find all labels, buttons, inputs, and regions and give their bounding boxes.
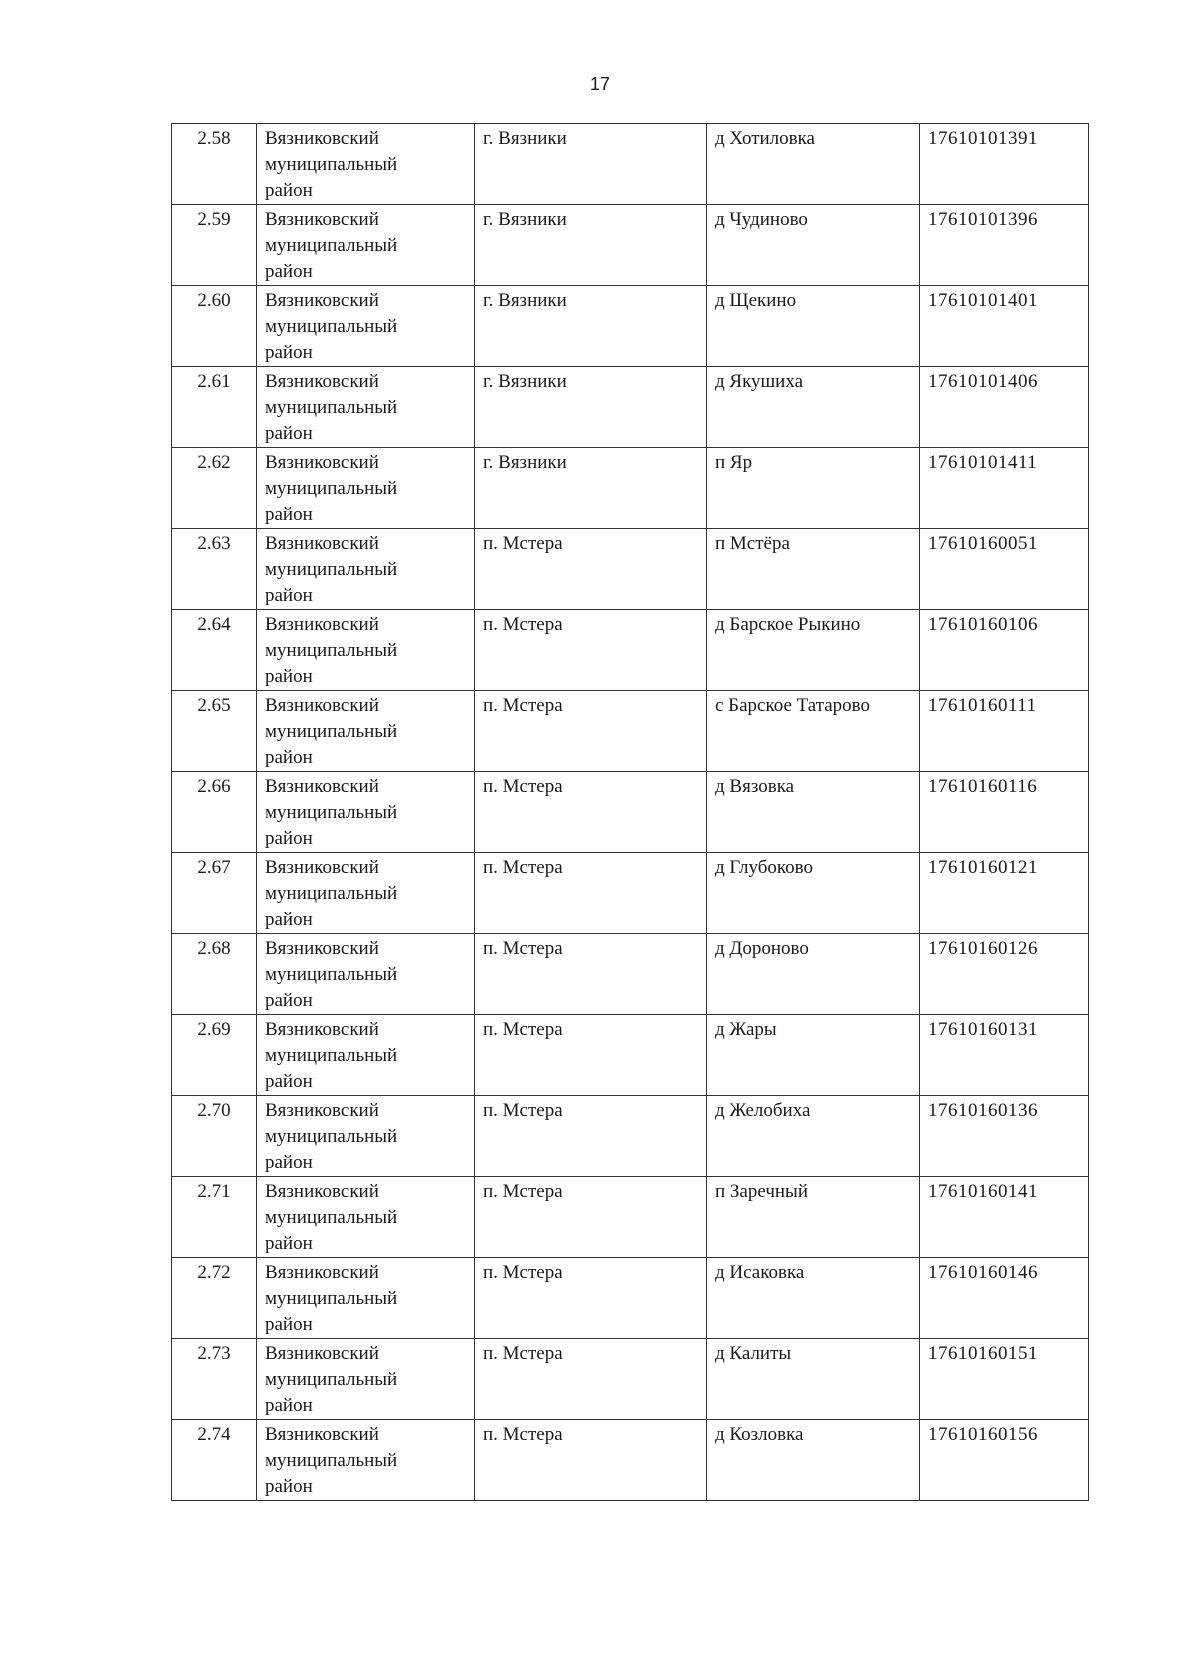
table-row <box>172 124 1089 205</box>
district-text: Вязниковский муниципальный район <box>265 1262 398 1335</box>
row-number-cell <box>172 367 257 448</box>
oktmo-code-text: 17610101406 <box>928 371 1038 392</box>
district-cell <box>257 1420 475 1501</box>
settlement-cell <box>475 1015 707 1096</box>
row-number-cell <box>172 448 257 529</box>
row-number-text: 2.69 <box>197 1019 231 1040</box>
locality-text: д Калиты <box>715 1343 792 1364</box>
settlement-text: п. Мстера <box>483 533 563 554</box>
row-number-text: 2.67 <box>197 857 231 878</box>
settlement-text: г. Вязники <box>483 452 567 473</box>
settlement-text: п. Мстера <box>483 1262 563 1283</box>
district-text: Вязниковский муниципальный район <box>265 1343 398 1416</box>
settlement-text: п. Мстера <box>483 938 563 959</box>
locality-text: д Исаковка <box>715 1262 805 1283</box>
locality-cell <box>707 529 920 610</box>
table-row <box>172 691 1089 772</box>
settlement-cell <box>475 1339 707 1420</box>
oktmo-code-text: 17610160136 <box>928 1100 1038 1121</box>
oktmo-code-cell <box>920 1177 1089 1258</box>
locality-cell <box>707 1420 920 1501</box>
district-cell <box>257 529 475 610</box>
row-number-cell <box>172 286 257 367</box>
table-row <box>172 1420 1089 1501</box>
settlement-cell <box>475 286 707 367</box>
oktmo-code-cell <box>920 1420 1089 1501</box>
row-number-text: 2.73 <box>197 1343 231 1364</box>
locality-cell <box>707 772 920 853</box>
district-cell <box>257 1177 475 1258</box>
district-text: Вязниковский муниципальный район <box>265 209 398 282</box>
table-row <box>172 610 1089 691</box>
settlement-cell <box>475 1096 707 1177</box>
locality-text: п Мстёра <box>715 533 790 554</box>
settlement-text: п. Мстера <box>483 614 563 635</box>
district-cell <box>257 124 475 205</box>
settlement-text: п. Мстера <box>483 1343 563 1364</box>
settlement-text: п. Мстера <box>483 1181 563 1202</box>
settlement-cell <box>475 124 707 205</box>
page-number: 17 <box>589 74 611 94</box>
oktmo-code-cell <box>920 367 1089 448</box>
locality-text: д Барское Рыкино <box>715 614 861 635</box>
district-cell <box>257 934 475 1015</box>
settlement-text: г. Вязники <box>483 128 567 149</box>
row-number-cell <box>172 124 257 205</box>
row-number-text: 2.63 <box>197 533 231 554</box>
oktmo-code-cell <box>920 772 1089 853</box>
district-text: Вязниковский муниципальный район <box>265 1424 398 1497</box>
district-text: Вязниковский муниципальный район <box>265 614 398 687</box>
table-row <box>172 529 1089 610</box>
table-body <box>172 124 1089 1501</box>
oktmo-code-text: 17610160116 <box>928 776 1038 797</box>
district-cell <box>257 448 475 529</box>
settlements-table <box>171 123 1089 1501</box>
row-number-cell <box>172 610 257 691</box>
settlement-cell <box>475 691 707 772</box>
settlement-text: г. Вязники <box>483 209 567 230</box>
oktmo-code-text: 17610160111 <box>928 695 1037 716</box>
table-row <box>172 1177 1089 1258</box>
row-number-cell <box>172 1420 257 1501</box>
district-cell <box>257 853 475 934</box>
district-text: Вязниковский муниципальный район <box>265 1100 398 1173</box>
district-text: Вязниковский муниципальный район <box>265 695 398 768</box>
settlement-cell <box>475 205 707 286</box>
oktmo-code-cell <box>920 124 1089 205</box>
row-number-cell <box>172 853 257 934</box>
table-row <box>172 1339 1089 1420</box>
locality-cell <box>707 124 920 205</box>
locality-cell <box>707 1258 920 1339</box>
row-number-text: 2.65 <box>197 695 231 716</box>
district-text: Вязниковский муниципальный район <box>265 533 398 606</box>
district-text: Вязниковский муниципальный район <box>265 1019 398 1092</box>
table-row <box>172 1258 1089 1339</box>
locality-cell <box>707 205 920 286</box>
locality-text: д Вязовка <box>715 776 795 797</box>
oktmo-code-cell <box>920 529 1089 610</box>
locality-text: д Хотиловка <box>715 128 815 149</box>
locality-cell <box>707 1096 920 1177</box>
locality-cell <box>707 448 920 529</box>
oktmo-code-cell <box>920 853 1089 934</box>
district-text: Вязниковский муниципальный район <box>265 1181 398 1254</box>
row-number-text: 2.58 <box>197 128 231 149</box>
row-number-text: 2.71 <box>197 1181 231 1202</box>
district-cell <box>257 1096 475 1177</box>
settlement-text: г. Вязники <box>483 290 567 311</box>
district-text: Вязниковский муниципальный район <box>265 128 398 201</box>
locality-text: д Глубоково <box>715 857 813 878</box>
row-number-cell <box>172 529 257 610</box>
settlement-text: п. Мстера <box>483 776 563 797</box>
row-number-text: 2.68 <box>197 938 231 959</box>
oktmo-code-text: 17610101391 <box>928 128 1038 149</box>
oktmo-code-cell <box>920 1015 1089 1096</box>
locality-cell <box>707 691 920 772</box>
oktmo-code-text: 17610160051 <box>928 533 1038 554</box>
row-number-cell <box>172 1096 257 1177</box>
table-row <box>172 772 1089 853</box>
oktmo-code-cell <box>920 1096 1089 1177</box>
locality-text: д Жары <box>715 1019 777 1040</box>
row-number-cell <box>172 934 257 1015</box>
table-row <box>172 1096 1089 1177</box>
oktmo-code-text: 17610160126 <box>928 938 1038 959</box>
row-number-text: 2.60 <box>197 290 231 311</box>
row-number-cell <box>172 1258 257 1339</box>
oktmo-code-text: 17610160151 <box>928 1343 1038 1364</box>
oktmo-code-text: 17610160121 <box>928 857 1038 878</box>
locality-cell <box>707 853 920 934</box>
district-cell <box>257 691 475 772</box>
row-number-cell <box>172 1339 257 1420</box>
row-number-text: 2.61 <box>197 371 231 392</box>
district-cell <box>257 1015 475 1096</box>
row-number-cell <box>172 1177 257 1258</box>
locality-text: п Яр <box>715 452 753 473</box>
district-text: Вязниковский муниципальный район <box>265 290 398 363</box>
table-row <box>172 286 1089 367</box>
oktmo-code-cell <box>920 448 1089 529</box>
table-row <box>172 367 1089 448</box>
row-number-cell <box>172 205 257 286</box>
locality-cell <box>707 286 920 367</box>
locality-text: д Якушиха <box>715 371 804 392</box>
district-cell <box>257 610 475 691</box>
oktmo-code-text: 17610160131 <box>928 1019 1038 1040</box>
oktmo-code-text: 17610160106 <box>928 614 1038 635</box>
table-row <box>172 853 1089 934</box>
settlement-cell <box>475 1420 707 1501</box>
settlement-cell <box>475 529 707 610</box>
locality-text: с Барское Татарово <box>715 695 871 716</box>
row-number-text: 2.72 <box>197 1262 231 1283</box>
oktmo-code-cell <box>920 1258 1089 1339</box>
district-cell <box>257 286 475 367</box>
table-row <box>172 1015 1089 1096</box>
district-text: Вязниковский муниципальный район <box>265 452 398 525</box>
locality-cell <box>707 367 920 448</box>
oktmo-code-text: 17610101401 <box>928 290 1038 311</box>
row-number-text: 2.64 <box>197 614 231 635</box>
district-text: Вязниковский муниципальный район <box>265 857 398 930</box>
row-number-cell <box>172 1015 257 1096</box>
district-cell <box>257 1339 475 1420</box>
locality-cell <box>707 1339 920 1420</box>
table-row <box>172 934 1089 1015</box>
locality-text: д Щекино <box>715 290 797 311</box>
oktmo-code-text: 17610160146 <box>928 1262 1038 1283</box>
row-number-text: 2.74 <box>197 1424 231 1445</box>
row-number-text: 2.66 <box>197 776 231 797</box>
locality-text: п Заречный <box>715 1181 808 1202</box>
oktmo-code-cell <box>920 691 1089 772</box>
locality-cell <box>707 1177 920 1258</box>
district-text: Вязниковский муниципальный район <box>265 371 398 444</box>
oktmo-code-text: 17610101411 <box>928 452 1038 473</box>
settlement-text: п. Мстера <box>483 695 563 716</box>
settlement-text: п. Мстера <box>483 1019 563 1040</box>
settlement-cell <box>475 610 707 691</box>
oktmo-code-text: 17610160156 <box>928 1424 1038 1445</box>
settlement-cell <box>475 772 707 853</box>
locality-cell <box>707 610 920 691</box>
settlement-text: п. Мстера <box>483 857 563 878</box>
settlement-cell <box>475 367 707 448</box>
district-cell <box>257 367 475 448</box>
locality-text: д Козловка <box>715 1424 804 1445</box>
oktmo-code-text: 17610160141 <box>928 1181 1038 1202</box>
table-row <box>172 448 1089 529</box>
locality-text: д Дороново <box>715 938 809 959</box>
district-text: Вязниковский муниципальный район <box>265 776 398 849</box>
row-number-text: 2.59 <box>197 209 231 230</box>
district-text: Вязниковский муниципальный район <box>265 938 398 1011</box>
district-cell <box>257 772 475 853</box>
settlement-text: г. Вязники <box>483 371 567 392</box>
row-number-cell <box>172 772 257 853</box>
settlement-cell <box>475 448 707 529</box>
oktmo-code-cell <box>920 610 1089 691</box>
settlement-cell <box>475 1258 707 1339</box>
table-row <box>172 205 1089 286</box>
locality-cell <box>707 1015 920 1096</box>
oktmo-code-cell <box>920 934 1089 1015</box>
settlement-cell <box>475 853 707 934</box>
oktmo-code-text: 17610101396 <box>928 209 1038 230</box>
oktmo-code-cell <box>920 205 1089 286</box>
district-cell <box>257 205 475 286</box>
row-number-cell <box>172 691 257 772</box>
settlement-cell <box>475 934 707 1015</box>
oktmo-code-cell <box>920 286 1089 367</box>
settlement-cell <box>475 1177 707 1258</box>
settlement-text: п. Мстера <box>483 1424 563 1445</box>
row-number-text: 2.62 <box>197 452 231 473</box>
district-cell <box>257 1258 475 1339</box>
row-number-text: 2.70 <box>197 1100 231 1121</box>
locality-text: д Чудиново <box>715 209 808 230</box>
settlement-text: п. Мстера <box>483 1100 563 1121</box>
locality-cell <box>707 934 920 1015</box>
locality-text: д Желобиха <box>715 1100 811 1121</box>
oktmo-code-cell <box>920 1339 1089 1420</box>
